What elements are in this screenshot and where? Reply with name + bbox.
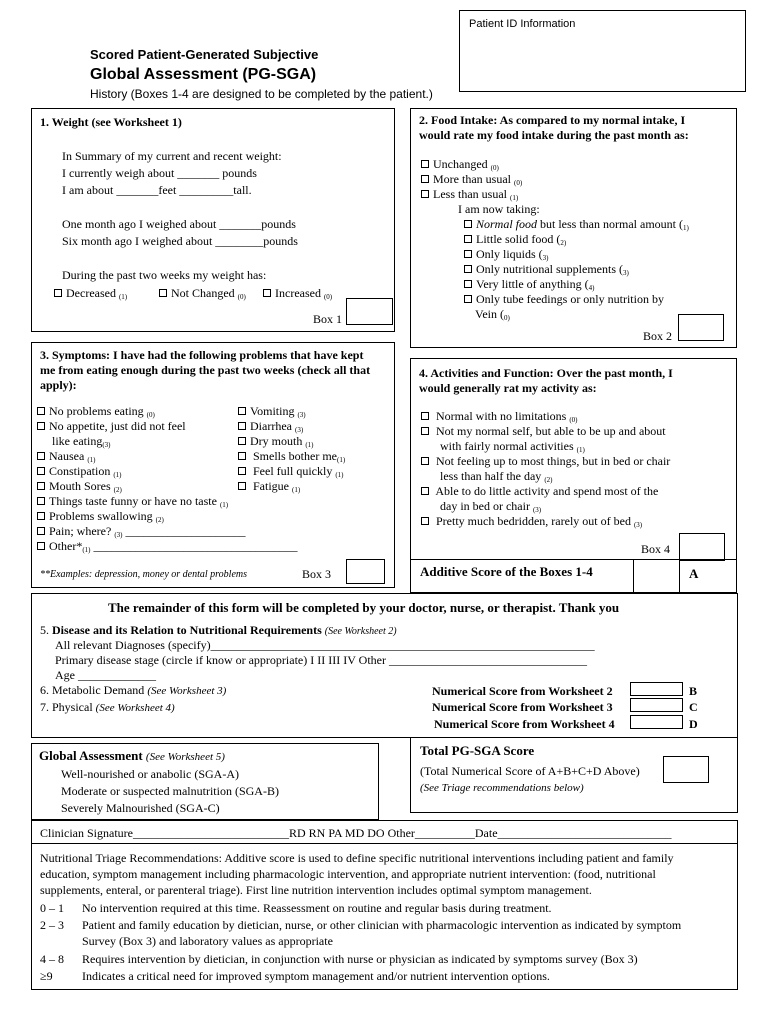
section5-heading: 5. Disease and its Relation to Nutritional Requirements (See Worksheet 2) — [40, 623, 397, 637]
checkbox[interactable] — [421, 412, 429, 420]
box1-summary: In Summary of my current and recent weight: — [62, 149, 282, 163]
symptom-swallowing[interactable]: Problems swallowing $_{(2)}$ — [37, 509, 164, 527]
total-score-input[interactable] — [663, 756, 709, 783]
checkbox[interactable] — [421, 487, 429, 495]
box3-examples-note: **Examples: depression, money or dental problems — [40, 569, 248, 580]
checkbox[interactable] — [37, 527, 45, 535]
worksheet2-score-letter: B — [689, 684, 698, 698]
triage-intro-line1: Nutritional Triage Recommendations: Additive score is used to define specific nutritional interventions including patient and family — [40, 851, 674, 865]
box3-symptoms-section — [31, 342, 395, 588]
form-title-line2: Global Assessment (PG-SGA) — [90, 66, 317, 83]
symptom-like-eating: like eating$_{(3)}$ — [52, 434, 111, 449]
checkbox[interactable] — [421, 517, 429, 525]
box4-heading-line1: 4. Activities and Function: Over the past month, I — [419, 366, 673, 380]
checkbox[interactable] — [464, 280, 472, 288]
activity-not-normal-self-cont: with fairly normal activities $_{(1)}$ — [440, 439, 585, 454]
box2-heading-line1: 2. Food Intake: As compared to my normal intake, I — [419, 113, 686, 127]
patient-id-label: Patient ID Information — [469, 18, 576, 30]
worksheet2-score-label: Numerical Score from Worksheet 2 — [432, 684, 613, 698]
weight-change-question: During the past two weeks my weight has: — [62, 268, 267, 282]
symptom-mouth-sores[interactable]: Mouth Sores $_{(2)}$ — [37, 479, 122, 497]
activity-able-little-cont: day in bed or chair $_{(3)}$ — [440, 499, 542, 514]
height-field[interactable]: I am about _______feet _________tall. — [62, 183, 252, 197]
clinician-note: The remainder of this form will be completed by your doctor, nurse, or therapist. Thank you — [108, 600, 620, 615]
activity-bedridden[interactable]: Pretty much bedridden, rarely out of bed $_{(3)}$ — [421, 514, 642, 532]
checkbox[interactable] — [159, 289, 167, 297]
box3-label: Box 3 — [302, 567, 332, 581]
symptom-no-problems[interactable]: No problems eating $_{(0)}$ — [37, 404, 155, 422]
checkbox[interactable] — [37, 422, 45, 430]
checkbox[interactable] — [238, 467, 246, 475]
taking-option-vein: Vein ($_{0)}$ — [475, 307, 510, 322]
symptom-fatigue[interactable]: Fatigue $_{(1)}$ — [238, 479, 300, 497]
checkbox[interactable] — [37, 407, 45, 415]
activity-able-little[interactable]: Able to do little activity and spend most of the — [421, 484, 658, 498]
signature-row — [31, 820, 738, 844]
box1-heading: 1. Weight (see Worksheet 1) — [40, 115, 182, 129]
activity-not-normal-self[interactable]: Not my normal self, but able to be up and about — [421, 424, 666, 438]
total-score-sub: (Total Numerical Score of A+B+C+D Above) — [420, 764, 640, 778]
checkbox[interactable] — [54, 289, 62, 297]
triage-note: (See Triage recommendations below) — [420, 782, 584, 794]
total-score-box — [410, 737, 738, 813]
taking-option-normal-food[interactable]: Normal food but less than normal amount ($_{1)}$ — [464, 217, 689, 235]
triage-text: Indicates a critical need for improved symptom management and/or nutrient intervention options. — [82, 969, 550, 983]
symptom-other[interactable]: $Other*_{(1)}$ __________________________________ — [37, 539, 298, 557]
worksheet2-score-input[interactable] — [630, 682, 683, 696]
checkbox[interactable] — [421, 457, 429, 465]
patient-id-box[interactable] — [459, 10, 746, 92]
sga-b-option[interactable]: Moderate or suspected malnutrition (SGA-B) — [61, 784, 279, 798]
food-option-less[interactable]: Less than usual $_{(1)}$ — [421, 187, 518, 205]
symptom-nausea[interactable]: Nausea $_{(1)}$ — [37, 449, 96, 467]
additive-score-label: Additive Score of the Boxes 1-4 — [420, 564, 593, 579]
triage-intro-line3: supplements, enteral, or parenteral triage). First line nutrition intervention includes optimal symptom management. — [40, 883, 592, 897]
checkbox[interactable] — [421, 160, 429, 168]
checkbox[interactable] — [37, 452, 45, 460]
food-option-more[interactable]: More than usual $_{(0)}$ — [421, 172, 522, 190]
global-assessment-box — [31, 743, 379, 820]
form-subtitle: History (Boxes 1-4 are designed to be completed by the patient.) — [90, 87, 433, 101]
checkbox[interactable] — [464, 220, 472, 228]
sga-c-option[interactable]: Severely Malnourished (SGA-C) — [61, 801, 220, 815]
symptom-full-quickly[interactable]: Feel full quickly $_{(1)}$ — [238, 464, 344, 482]
checkbox[interactable] — [238, 452, 246, 460]
symptom-pain[interactable]: Pain; where? $_{(3)}$ ____________________ — [37, 524, 245, 542]
weight-option-increased[interactable]: Increased $_{(0)}$ — [263, 286, 332, 304]
age-field[interactable]: Age _____________ — [55, 668, 156, 682]
triage-range: 0 – 1 — [40, 901, 64, 915]
box1-score-input[interactable] — [346, 298, 393, 325]
symptom-constipation[interactable]: Constipation $_{(1)}$ — [37, 464, 122, 482]
taking-option-only-liquids[interactable]: Only liquids ($_{3)}$ — [464, 247, 549, 265]
checkbox[interactable] — [238, 482, 246, 490]
worksheet4-score-label: Numerical Score from Worksheet 4 — [434, 717, 615, 731]
worksheet3-score-input[interactable] — [630, 698, 683, 712]
sga-a-option[interactable]: Well-nourished or anabolic (SGA-A) — [61, 767, 239, 781]
box2-heading-line2: would rate my food intake during the past month as: — [419, 128, 689, 142]
box1-label: Box 1 — [313, 312, 343, 326]
worksheet4-score-letter: D — [689, 717, 698, 731]
weight-option-not-changed[interactable]: Not Changed $_{(0)}$ — [159, 286, 246, 304]
global-assessment-heading: Global Assessment (See Worksheet 5) — [39, 748, 225, 763]
triage-text: No intervention required at this time. Reassessment on routine and regular basis during treatment. — [82, 901, 552, 915]
triage-range: 4 – 8 — [40, 952, 64, 966]
symptom-no-appetite[interactable]: No appetite, just did not feel — [37, 419, 186, 433]
box2-score-input[interactable] — [678, 314, 724, 341]
one-month-weight-field[interactable]: One month ago I weighed about _______pounds — [62, 217, 296, 231]
triage-section — [31, 844, 738, 990]
checkbox[interactable] — [421, 190, 429, 198]
checkbox[interactable] — [464, 295, 472, 303]
checkbox[interactable] — [464, 265, 472, 273]
six-month-weight-field[interactable]: Six month ago I weighed about ________pounds — [62, 234, 298, 248]
triage-intro-line2: education, symptom management including pharmacologic intervention, and appropriate nutrient intervention: (food, nutritional — [40, 867, 656, 881]
checkbox[interactable] — [464, 250, 472, 258]
box2-food-intake-section — [410, 108, 737, 348]
weight-option-decreased[interactable]: Decreased $_{(1)}$ — [54, 286, 127, 304]
total-score-heading: Total PG-SGA Score — [420, 743, 535, 758]
additive-score-input[interactable] — [633, 560, 680, 593]
box3-score-input[interactable] — [346, 559, 385, 584]
box1-weight-section — [31, 108, 395, 332]
activity-not-feeling-up[interactable]: Not feeling up to most things, but in bed or chair — [421, 454, 670, 468]
checkbox[interactable] — [421, 427, 429, 435]
box4-heading-line2: would generally rat my activity as: — [419, 381, 597, 395]
checkbox[interactable] — [37, 512, 45, 520]
metabolic-demand: 6. Metabolic Demand (See Worksheet 3) — [40, 683, 227, 697]
additive-score-row — [410, 559, 737, 593]
symptom-vomiting[interactable]: Vomiting $_{(3)}$ — [238, 404, 306, 422]
box4-label: Box 4 — [641, 542, 671, 556]
symptom-diarrhea[interactable]: Diarrhea $_{(3)}$ — [238, 419, 303, 437]
triage-range: ≥9 — [40, 969, 53, 983]
box3-heading-line1: 3. Symptoms: I have had the following problems that have kept — [40, 348, 364, 362]
symptom-smells[interactable]: Smells bother $me_{(1)}$ — [238, 449, 345, 467]
worksheet4-score-input[interactable] — [630, 715, 683, 729]
symptom-dry-mouth[interactable]: Dry mouth $_{(1)}$ — [238, 434, 314, 452]
box3-heading-line3: apply): — [40, 378, 77, 392]
checkbox[interactable] — [37, 497, 45, 505]
checkbox[interactable] — [37, 482, 45, 490]
taking-option-tube-feedings[interactable]: Only tube feedings or only nutrition by — [464, 292, 664, 306]
checkbox[interactable] — [464, 235, 472, 243]
taking-option-little-solid[interactable]: Little solid food ($_{2)}$ — [464, 232, 566, 250]
checkbox[interactable] — [238, 407, 246, 415]
triage-text: Patient and family education by dietician, nurse, or other clinician with pharmacologic intervention as indicated by symptom — [82, 918, 682, 932]
clinician-signature-field[interactable]: Clinician Signature__________________________RD RN PA MD DO Other__________Date_____________________________ — [40, 826, 672, 840]
triage-text-cont: Survey (Box 3) and laboratory values as appropriate — [82, 934, 333, 948]
taking-option-very-little[interactable]: Very little of anything ($_{4)}$ — [464, 277, 594, 295]
box2-label: Box 2 — [643, 329, 673, 343]
worksheet3-score-label: Numerical Score from Worksheet 3 — [432, 700, 613, 714]
checkbox[interactable] — [238, 422, 246, 430]
triage-range: 2 – 3 — [40, 918, 64, 932]
diagnoses-field[interactable]: All relevant Diagnoses (specify)________________________________________________________________ — [55, 638, 595, 652]
food-option-unchanged[interactable]: Unchanged $_{(0)}$ — [421, 157, 499, 175]
checkbox[interactable] — [238, 437, 246, 445]
checkbox[interactable] — [263, 289, 271, 297]
clinician-section — [31, 614, 738, 738]
checkbox[interactable] — [421, 175, 429, 183]
activity-normal[interactable]: Normal with no limitations $_{(0)}$ — [421, 409, 578, 427]
form-title-line1: Scored Patient-Generated Subjective — [90, 47, 319, 62]
current-weight-field[interactable]: I currently weigh about _______ pounds — [62, 166, 257, 180]
checkbox[interactable] — [37, 542, 45, 550]
box3-heading-line2: me from eating enough during the past two weeks (check all that — [40, 363, 371, 377]
checkbox[interactable] — [37, 467, 45, 475]
physical: 7. Physical (See Worksheet 4) — [40, 700, 175, 714]
box4-activities-section — [410, 358, 737, 560]
additive-score-letter: A — [689, 566, 699, 581]
triage-text: Requires intervention by dietician, in conjunction with nurse or physician as indicated by symptoms survey (Box 3) — [82, 952, 638, 966]
taking-option-supplements[interactable]: Only nutritional supplements ($_{3)}$ — [464, 262, 629, 280]
worksheet3-score-letter: C — [689, 700, 698, 714]
box4-score-input[interactable] — [679, 533, 725, 561]
activity-not-feeling-up-cont: less than half the day $_{(2)}$ — [440, 469, 553, 484]
symptom-taste-funny[interactable]: Things taste funny or have no taste $_{(1)}$ — [37, 494, 228, 512]
now-taking-label: I am now taking: — [458, 202, 540, 216]
disease-stage-field[interactable]: Primary disease stage (circle if know or appropriate) I II III IV Other _________________________________ — [55, 653, 587, 667]
